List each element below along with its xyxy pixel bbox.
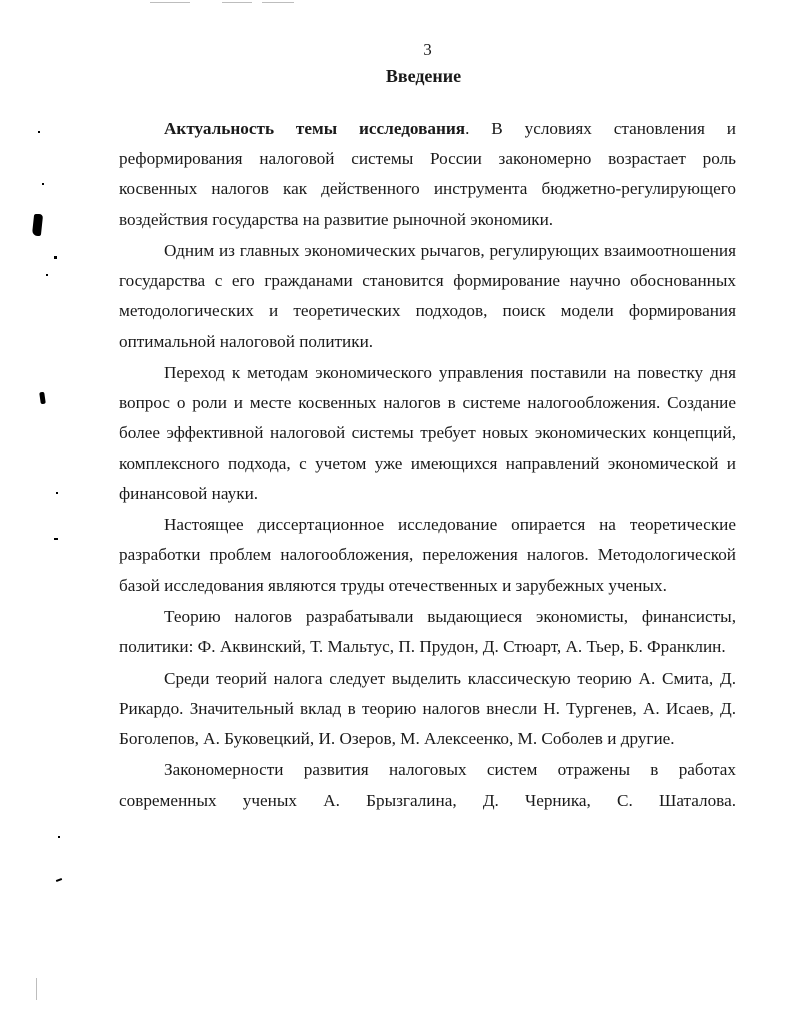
scan-top-line — [150, 2, 190, 3]
scan-edge-line — [36, 978, 37, 1000]
scan-speck — [54, 538, 58, 540]
page-number: 3 — [423, 40, 432, 59]
scan-speck — [46, 274, 48, 276]
scan-speck — [38, 131, 40, 133]
paragraph — [119, 755, 736, 815]
scan-top-line — [262, 2, 294, 3]
paragraph — [119, 114, 736, 235]
scan-top-line — [222, 2, 252, 3]
paragraph — [119, 664, 736, 755]
paragraph-text: . В условиях становления и реформирования налоговой системы России закономерно возрастает роль косвенных налогов как действенного инструмента бюджетно-регулирующего воздействия государства на развитие рыночной экономики. — [119, 119, 736, 229]
scan-speck — [56, 878, 62, 882]
page-title: Введение — [385, 66, 462, 86]
paragraph-text: Одним из главных экономических рычагов, регулирующих взаимоотношения государства с его гражданами становится формирование научно обоснованных методологических и теоретических подходов, поиск модели формирования оптимальной налоговой политики. — [119, 241, 736, 351]
paragraph — [119, 358, 736, 509]
document-body — [119, 114, 736, 817]
paragraph-text: Среди теорий налога следует выделить классическую теорию А. Смита, Д. Рикардо. Значительный вклад в теорию налогов внесли Н. Тургенев, А. Исаев, Д. Боголепов, А. Буковецкий, И. Озеров, М. Алексеенко, М. Соболев и другие. — [119, 668, 736, 748]
paragraph-text: Теорию налогов разрабатывали выдающиеся экономисты, финансисты, политики: Ф. Аквинский, Т. Мальтус, П. Прудон, Д. Стюарт, А. Тьер, Б. Франклин. — [119, 607, 736, 657]
paragraph-text: Закономерности развития налоговых систем отражены в работах современных ученых А. Брызгалина, Д. Черника, С. Шаталова. — [119, 760, 736, 810]
paragraph-text: Настоящее диссертационное исследование опирается на теоретические разработки проблем налогообложения, переложения налогов. Методологической базой исследования являются труды отечественных и зарубежных ученых. — [119, 515, 736, 595]
scan-blot — [39, 392, 46, 405]
paragraph-lead-bold: Актуальность темы исследования — [164, 119, 466, 138]
scan-speck — [42, 183, 44, 185]
scan-speck — [56, 492, 58, 494]
scan-speck — [58, 836, 60, 838]
scan-speck — [54, 256, 57, 259]
paragraph — [119, 602, 736, 662]
paragraph-text: Переход к методам экономического управления поставили на повестку дня вопрос о роли и месте косвенных налогов в системе налогообложения. Создание более эффективной налоговой системы требует новых экономических концепций, комплексного подхода, с учетом уже имеющихся направлений экономической и финансовой науки. — [119, 363, 736, 503]
scan-blot — [32, 214, 43, 236]
paragraph — [119, 510, 736, 601]
paragraph — [119, 236, 736, 357]
